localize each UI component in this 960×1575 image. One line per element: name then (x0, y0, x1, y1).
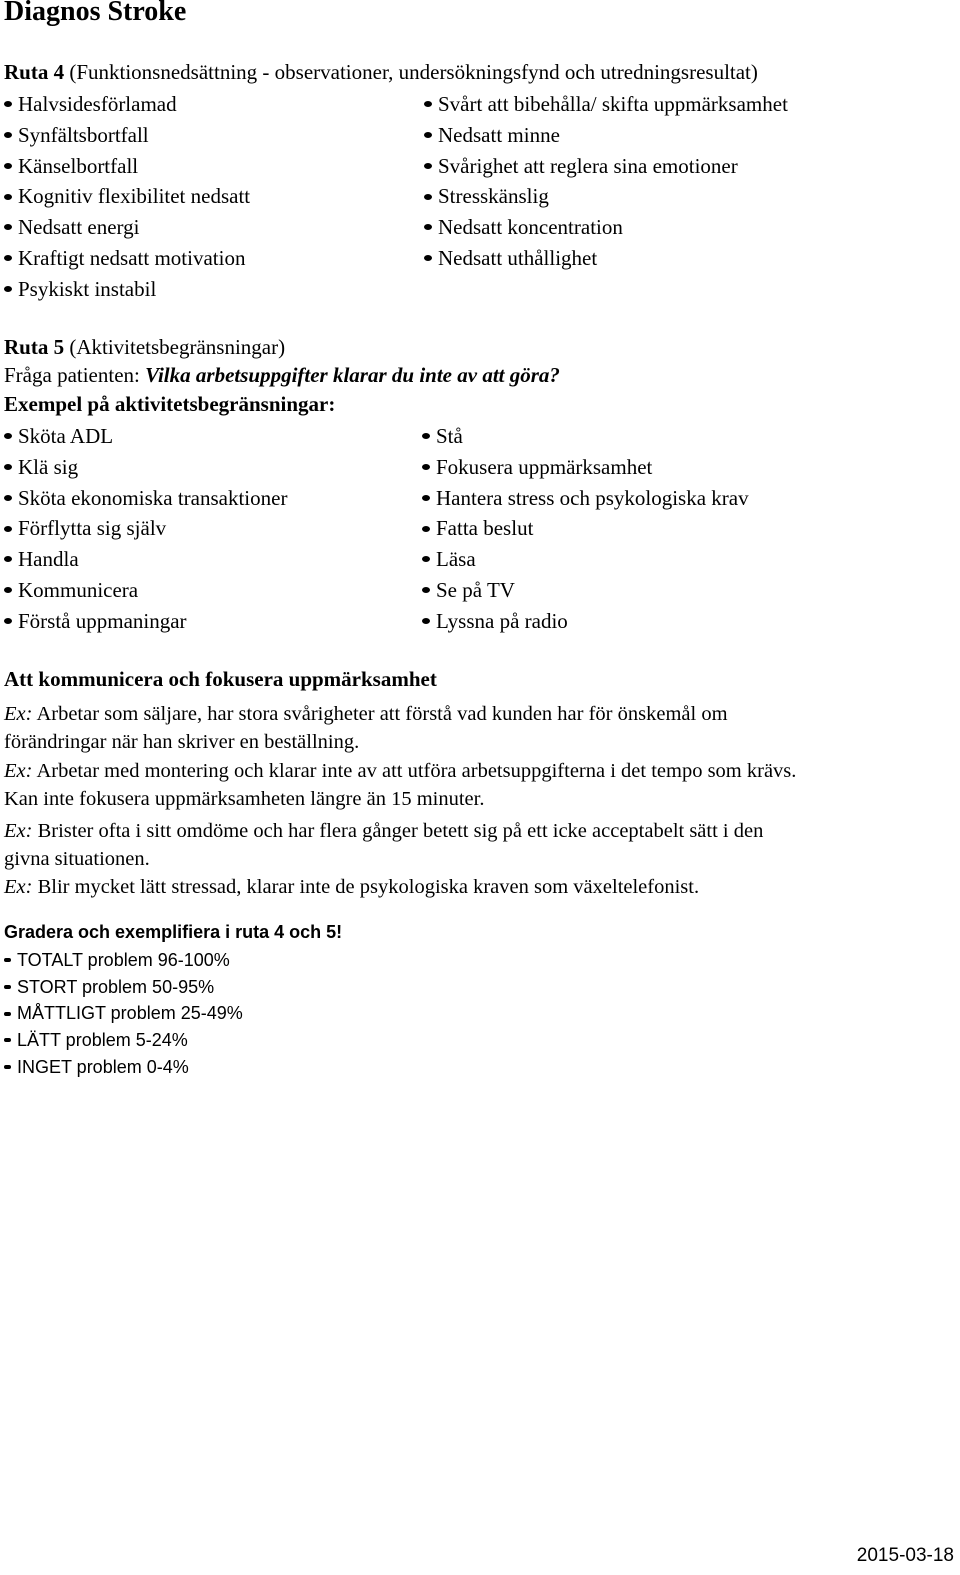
ruta4-item (424, 92, 788, 116)
ruta4-item-text: Synfältsbortfall (18, 122, 149, 147)
bullet-icon (422, 495, 430, 501)
ruta5-desc: (Aktivitetsbegränsningar) (69, 335, 286, 359)
bullet-icon (4, 286, 12, 292)
dash-icon (4, 1012, 11, 1016)
ruta4-desc: (Funktionsnedsättning - observationer, undersökningsfynd och utredningsresultat) (69, 60, 758, 84)
bullet-icon (424, 224, 432, 230)
bullet-icon (4, 194, 12, 200)
grading-item-text: MÅTTLIGT problem 25-49% (17, 1003, 243, 1024)
communicate-heading: Att kommunicera och fokusera uppmärksamhet (4, 667, 437, 691)
ruta4-item-text: Psykiskt instabil (18, 276, 157, 301)
ruta4-item (4, 184, 250, 208)
ruta5-item (422, 547, 476, 571)
bullet-icon (4, 224, 12, 230)
prompt-question: Vilka arbetsuppgifter klarar du inte av att göra? (145, 363, 560, 387)
ruta4-item-text: Svårt att bibehålla/ skifta uppmärksamhet (438, 92, 788, 116)
example-line: Kan inte fokusera uppmärksamheten längre än 15 minuter. (4, 788, 485, 810)
ruta5-item-text: Förstå uppmaningar (18, 608, 187, 633)
ruta5-item-text: Kommunicera (18, 578, 139, 602)
ruta5-item (422, 578, 515, 602)
ruta5-heading (4, 335, 285, 360)
grading-item-text: INGET problem 0-4% (17, 1056, 189, 1077)
ruta5-item (422, 609, 568, 633)
example-line: Arbetar med montering och klarar inte av att utföra arbetsuppgifterna i det tempo som krävs. (36, 760, 797, 782)
ruta5-item-text: Hantera stress och psykologiska krav (436, 485, 749, 510)
grading-item (4, 976, 214, 998)
example-paragraph-1 (4, 700, 728, 756)
bullet-icon (424, 255, 432, 261)
ruta5-label: Ruta 5 (4, 335, 65, 359)
ruta5-item-text: Handla (18, 547, 79, 572)
example-line: Brister ofta i sitt omdöme och har flera gånger betett sig på ett icke acceptabelt sätt i den (37, 820, 764, 842)
ruta4-item (4, 92, 177, 116)
ruta5-item-text: Sköta ADL (18, 424, 114, 448)
ruta4-item-text: Nedsatt energi (18, 215, 140, 240)
ruta5-item (422, 486, 749, 510)
bullet-icon (424, 163, 432, 169)
bullet-icon (422, 618, 430, 624)
example-line: förändringar när han skriver en beställning. (4, 731, 360, 753)
bullet-icon (4, 618, 12, 624)
bullet-icon (424, 194, 432, 200)
ruta4-item (4, 246, 245, 270)
grading-item-text: STORT problem 50-95% (17, 976, 215, 997)
prompt-prefix: Fråga patienten: (4, 363, 146, 387)
example-paragraph-3 (4, 817, 763, 873)
ruta5-prompt (4, 363, 560, 388)
ruta5-item (4, 424, 113, 448)
grading-item-text: TOTALT problem 96-100% (17, 950, 230, 970)
ruta5-item (422, 455, 652, 479)
ruta4-item (4, 154, 138, 178)
ruta4-heading (4, 60, 758, 85)
ruta5-item (422, 516, 533, 540)
bullet-icon (4, 163, 12, 169)
document-date: 2015-03-18 (856, 1545, 954, 1566)
ruta5-item (4, 516, 166, 540)
ruta4-item-text: Stresskänslig (438, 184, 549, 209)
dash-icon (4, 1065, 11, 1069)
ruta5-item-text: Lyssna på radio (436, 608, 568, 633)
ruta4-item (4, 215, 140, 239)
bullet-icon (424, 101, 432, 107)
grading-item (4, 1056, 189, 1078)
grading-item-text: LÄTT problem 5-24% (17, 1030, 188, 1051)
bullet-icon (422, 587, 430, 593)
bullet-icon (4, 526, 12, 532)
ruta4-item (424, 215, 623, 239)
example-paragraph-4 (4, 873, 699, 901)
ex-label: Ex: (4, 820, 33, 842)
examples-heading: Exempel på aktivitetsbegränsningar: (4, 392, 336, 416)
ruta5-item (4, 609, 187, 633)
ruta4-label: Ruta 4 (4, 60, 65, 84)
ruta4-item-text: Nedsatt koncentration (438, 215, 623, 240)
ruta4-item-text: Halvsidesförlamad (18, 92, 177, 116)
ruta5-item-text: Fokusera uppmärksamhet (436, 454, 653, 479)
ruta5-item-text: Stå (436, 424, 463, 448)
example-paragraph-2 (4, 757, 796, 813)
bullet-icon (4, 101, 12, 107)
grading-item (4, 1029, 188, 1051)
ruta4-item-text: Kraftigt nedsatt motivation (18, 246, 246, 270)
example-line: givna situationen. (4, 848, 150, 870)
bullet-icon (4, 464, 12, 470)
dash-icon (4, 985, 11, 989)
dash-icon (4, 1038, 11, 1042)
ruta4-item-text: Svårighet att reglera sina emotioner (438, 153, 738, 178)
bullet-icon (422, 464, 430, 470)
bullet-icon (4, 495, 12, 501)
bullet-icon (4, 556, 12, 562)
ruta5-item-text: Sköta ekonomiska transaktioner (18, 485, 288, 510)
ruta4-item-text: Kognitiv flexibilitet nedsatt (18, 184, 251, 209)
bullet-icon (422, 526, 430, 532)
ruta4-item (424, 123, 560, 147)
ruta5-item (4, 455, 78, 479)
ruta5-item-text: Klä sig (18, 454, 79, 479)
bullet-icon (4, 433, 12, 439)
ex-label: Ex: (4, 703, 33, 725)
grading-item (4, 949, 230, 971)
ruta4-item (424, 154, 738, 178)
ruta4-item (424, 184, 549, 208)
grading-item (4, 1002, 243, 1024)
bullet-icon (4, 587, 12, 593)
bullet-icon (422, 433, 430, 439)
example-line: Blir mycket lätt stressad, klarar inte de psykologiska kraven som växeltelefonist. (37, 876, 700, 898)
bullet-icon (4, 132, 12, 138)
ruta5-item-text: Läsa (436, 547, 476, 572)
grading-heading: Gradera och exemplifiera i ruta 4 och 5! (4, 922, 343, 942)
ruta4-item-text: Nedsatt minne (438, 122, 560, 147)
ruta5-item (4, 547, 79, 571)
ruta4-item (424, 246, 597, 270)
ruta5-item-text: Förflytta sig själv (18, 516, 167, 541)
example-line: Arbetar som säljare, har stora svårigheter att förstå vad kunden har för önskemål om (36, 703, 728, 725)
ruta4-item (4, 123, 149, 147)
ex-label: Ex: (4, 876, 33, 898)
ruta4-item (4, 277, 156, 301)
ruta5-item-text: Fatta beslut (436, 516, 534, 541)
ruta4-item-text: Känselbortfall (18, 153, 139, 178)
ruta5-item (4, 486, 287, 510)
ex-label: Ex: (4, 760, 33, 782)
ruta5-item-text: Se på TV (436, 578, 515, 602)
bullet-icon (4, 255, 12, 261)
bullet-icon (424, 132, 432, 138)
ruta5-item (4, 578, 138, 602)
dash-icon (4, 958, 11, 962)
bullet-icon (422, 556, 430, 562)
page-title: Diagnos Stroke (4, 0, 187, 27)
ruta5-item (422, 424, 463, 448)
ruta4-item-text: Nedsatt uthållighet (438, 246, 598, 270)
